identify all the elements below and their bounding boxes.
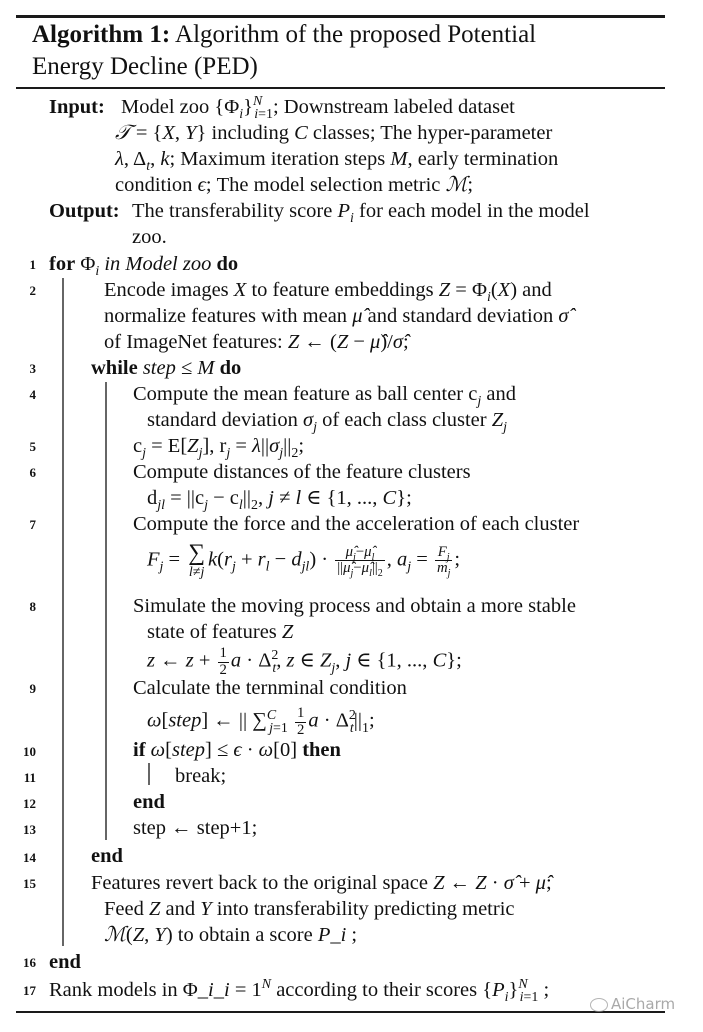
step-6-line-2: $d_{jl} = ||c_j - c_l||_2$, j ≠ l ∈ {1, ..., C}; bbox=[147, 487, 412, 514]
if-block-bar bbox=[148, 763, 150, 785]
step-15-line-1: Features revert back to the original space Z ← Z · σ̂ + μ̂; bbox=[91, 872, 552, 894]
step-9-line-2: ω[step] ← || ∑$^C_{j=1}$ $\frac{1}{2}$ $a \cdot \Delta^2_t||_1$; bbox=[147, 705, 375, 738]
line-number: 4 bbox=[29, 387, 36, 402]
line-number: 6 bbox=[29, 465, 36, 480]
step-16-end-for: end bbox=[49, 951, 81, 973]
step-4-line-1: Compute the mean feature as ball center $c_j$ and bbox=[133, 383, 516, 410]
header-rule bbox=[16, 87, 665, 89]
line-number: 15 bbox=[23, 876, 36, 891]
bottom-rule bbox=[16, 1011, 665, 1013]
step-8-line-1: Simulate the moving process and obtain a more stable bbox=[133, 595, 576, 617]
algorithm-title-line-1 bbox=[32, 20, 536, 50]
sum-operator: ∑ l≠j bbox=[188, 540, 206, 580]
step-5: $c_j = E[Z_j]$, $r_j = \lambda||\sigma_j||_2$; bbox=[133, 435, 305, 462]
step-8-line-3: z ← z + $\frac{1}{2}$ $a \cdot \Delta^2_t$, z ∈ $Z_j$, j ∈ {1, ..., C}; bbox=[147, 645, 462, 678]
line-number: 10 bbox=[23, 744, 36, 759]
step-4-line-2: standard deviation $\sigma_j$ of each class cluster $Z_j$ bbox=[147, 409, 508, 436]
line-number: 1 bbox=[29, 257, 36, 272]
step-12-end-if: end bbox=[133, 791, 165, 813]
step-8-line-2: state of features Z bbox=[147, 621, 294, 643]
input-line-1: Model zoo $\{\Phi_i\}^N_{i=1}$; Downstream labeled dataset bbox=[121, 94, 515, 123]
algorithm-title-line-2: Energy Decline (PED) bbox=[32, 53, 258, 80]
step-2-line-1: Encode images X to feature embeddings $Z = \Phi_i(X)$ and bbox=[104, 279, 552, 306]
line-number: 17 bbox=[23, 983, 36, 998]
input-line-4: condition ϵ; The model selection metric ℳ; bbox=[115, 174, 474, 196]
top-rule bbox=[16, 15, 665, 18]
output-line-1: The transferability score $P_i$ for each model in the model bbox=[132, 200, 590, 227]
line-number: 7 bbox=[29, 517, 36, 532]
output-label: Output: bbox=[49, 200, 120, 222]
input-line-2: 𝒯 = {X, Y} including C classes; The hyper-parameter bbox=[115, 122, 553, 144]
algorithm-title-text: Algorithm of the proposed Potential bbox=[175, 21, 537, 48]
output-line-2: zoo. bbox=[132, 226, 167, 248]
line-number: 2 bbox=[29, 283, 36, 298]
step-3: while step ≤ M do bbox=[91, 357, 242, 379]
step-6-line-1: Compute distances of the feature clusters bbox=[133, 461, 471, 483]
step-11: break; bbox=[175, 765, 227, 787]
line-number: 9 bbox=[29, 681, 36, 696]
direction-fraction: $\frac{\mû_j-\mû_l}{||\mû_j-\mû_l||_2}$ bbox=[337, 543, 383, 580]
step-7-formula: $F_j$ = ∑ l≠j $k(r_j + r_l - d_{jl})$ · $\frac{\mû_j-\mû_l}{||\mû_j-\mû_l||_2}$ , $a_j$ = $\frac{F_j}{m_j}$ ; bbox=[147, 540, 461, 580]
step-2-line-3: of ImageNet features: Z ← (Z − μ̂)/σ̂; bbox=[104, 331, 409, 353]
step-10: if ω[step] ≤ ϵ · ω[0] then bbox=[133, 739, 341, 761]
step-1: for $\Phi_i$ in Model zoo do bbox=[49, 253, 239, 280]
line-number: 8 bbox=[29, 599, 36, 614]
input-line-3: λ, $\Delta_t$, k; Maximum iteration steps M, early termination bbox=[115, 148, 559, 175]
line-number: 13 bbox=[23, 822, 36, 837]
step-2-line-2: normalize features with mean μ̂ and standard deviation σ̂ bbox=[104, 305, 569, 327]
step-15-line-2: Feed Z and Y into transferability predicting metric bbox=[104, 898, 515, 920]
step-13: step ← step+1; bbox=[133, 817, 258, 839]
for-block-bar bbox=[62, 278, 64, 946]
line-number: 16 bbox=[23, 955, 36, 970]
line-number: 14 bbox=[23, 850, 36, 865]
step-9-line-1: Calculate the ternminal condition bbox=[133, 677, 407, 699]
input-label: Input: bbox=[49, 96, 105, 118]
watermark: AiCharm bbox=[590, 995, 675, 1013]
line-number: 12 bbox=[23, 796, 36, 811]
algorithm-label: Algorithm 1: bbox=[32, 21, 171, 48]
wechat-icon bbox=[590, 998, 608, 1012]
line-number: 3 bbox=[29, 361, 36, 376]
step-15-line-3: ℳ(Z, Y) to obtain a score P_i ; bbox=[104, 924, 358, 946]
while-block-bar bbox=[105, 382, 107, 840]
step-17: Rank models in Φ_i_i = $1^N$ according to their scores $\{P_i\}^N_{i=1}$ ; bbox=[49, 977, 550, 1006]
acceleration-fraction: $\frac{F_j}{m_j}$ bbox=[436, 543, 451, 580]
step-7-line-1: Compute the force and the acceleration of each cluster bbox=[133, 513, 580, 535]
line-number: 5 bbox=[29, 439, 36, 454]
step-14-end-while: end bbox=[91, 845, 123, 867]
line-number: 11 bbox=[23, 770, 36, 785]
